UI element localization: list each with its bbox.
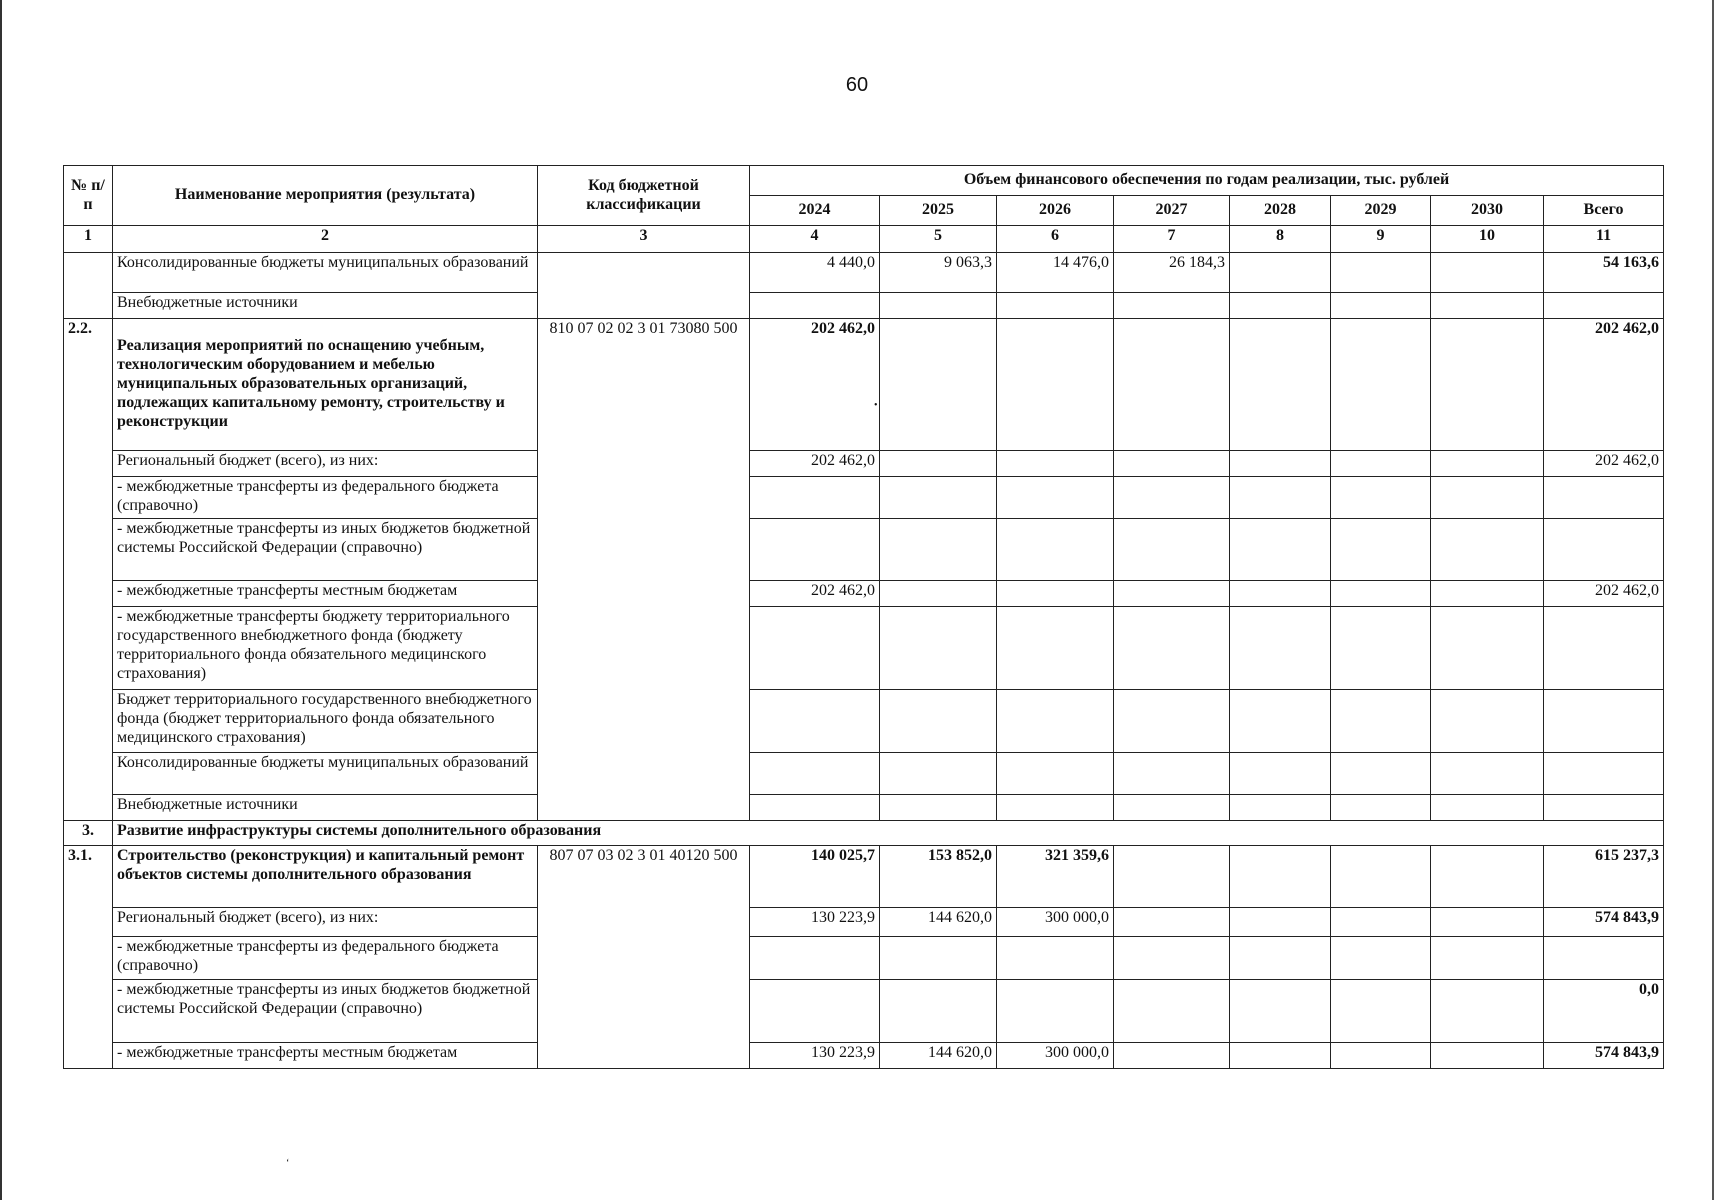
value-2025: 153 852,0 <box>880 846 997 908</box>
scan-speck: • <box>874 400 878 411</box>
table-row <box>64 1043 1664 1069</box>
col-number: 8 <box>1230 226 1331 253</box>
header-row-1 <box>64 166 1664 196</box>
column-number-row <box>64 226 1664 253</box>
value-total: 574 843,9 <box>1544 1043 1664 1069</box>
budget-code: 807 07 03 02 3 01 40120 500 <box>538 846 750 1069</box>
header-total: Всего <box>1544 196 1664 226</box>
value-2024: 130 223,9 <box>750 1043 880 1069</box>
header-year-2027: 2027 <box>1114 196 1230 226</box>
row-name: Региональный бюджет (всего), из них: <box>113 451 538 477</box>
row-name: - межбюджетные трансферты из федерального бюджета (справочно) <box>113 937 538 980</box>
table-row <box>64 937 1664 980</box>
table-row <box>64 477 1664 519</box>
value-2026: 300 000,0 <box>997 1043 1114 1069</box>
scan-speck: ‘ <box>286 1158 290 1169</box>
row-name: Внебюджетные источники <box>113 795 538 821</box>
value-2026: 321 359,6 <box>997 846 1114 908</box>
row-name: Консолидированные бюджеты муниципальных образований <box>113 253 538 293</box>
value-total: 54 163,6 <box>1544 253 1664 293</box>
value-2024: 202 462,0 <box>750 451 880 477</box>
table-row <box>64 753 1664 795</box>
table-row <box>64 846 1664 908</box>
value-2027: 26 184,3 <box>1114 253 1230 293</box>
row-name: - межбюджетные трансферты местным бюджетам <box>113 581 538 607</box>
section-num: 3. <box>64 821 113 846</box>
row-name: Региональный бюджет (всего), из них: <box>113 908 538 937</box>
value-2026: 14 476,0 <box>997 253 1114 293</box>
row-num: 3.1. <box>64 846 113 1069</box>
row-name: - межбюджетные трансферты из иных бюджетов бюджетной системы Российской Федерации (справочно) <box>113 519 538 581</box>
value-2028 <box>1230 253 1331 293</box>
header-year-2030: 2030 <box>1431 196 1544 226</box>
value-total: 202 462,0 <box>1544 451 1664 477</box>
section-title: Развитие инфраструктуры системы дополнительного образования <box>113 821 1664 846</box>
budget-table <box>63 165 1664 1069</box>
table-row <box>64 451 1664 477</box>
value-2024: 202 462,0 <box>750 581 880 607</box>
col-number: 3 <box>538 226 750 253</box>
header-year-2025: 2025 <box>880 196 997 226</box>
header-year-2029: 2029 <box>1331 196 1431 226</box>
col-number: 4 <box>750 226 880 253</box>
header-num: № п/п <box>64 166 113 226</box>
col-number: 10 <box>1431 226 1544 253</box>
table-row <box>64 581 1664 607</box>
col-number: 7 <box>1114 226 1230 253</box>
value-2025: 9 063,3 <box>880 253 997 293</box>
header-year-2028: 2028 <box>1230 196 1331 226</box>
table-row <box>64 293 1664 319</box>
value-2024: 140 025,7 <box>750 846 880 908</box>
header-volume: Объем финансового обеспечения по годам реализации, тыс. рублей <box>750 166 1664 196</box>
row-num-empty <box>64 253 113 319</box>
table-row <box>64 795 1664 821</box>
value-total: 574 843,9 <box>1544 908 1664 937</box>
value-2024: 130 223,9 <box>750 908 880 937</box>
value-2025: 144 620,0 <box>880 1043 997 1069</box>
row-name: Внебюджетные источники <box>113 293 538 319</box>
table-row <box>64 253 1664 293</box>
value-2026: 300 000,0 <box>997 908 1114 937</box>
row-name: Бюджет территориального государственного внебюджетного фонда (бюджет территориального фонда обязательного медицинского страхования) <box>113 690 538 753</box>
table-row <box>64 319 1664 451</box>
value-2030 <box>1431 253 1544 293</box>
row-name: - межбюджетные трансферты местным бюджетам <box>113 1043 538 1069</box>
table-row <box>64 519 1664 581</box>
col-number: 9 <box>1331 226 1431 253</box>
row-num: 2.2. <box>64 319 113 821</box>
value-2024: 202 462,0 <box>750 319 880 451</box>
page-edge-left <box>0 0 2 1200</box>
value-2025: 144 620,0 <box>880 908 997 937</box>
value-total: 0,0 <box>1544 980 1664 1043</box>
header-code: Код бюджетной классификации <box>538 166 750 226</box>
row-name: Консолидированные бюджеты муниципальных образований <box>113 753 538 795</box>
row-title: Реализация мероприятий по оснащению учебным, технологическим оборудованием и мебелью муниципальных образовательных организаций, подлежащих капитальному ремонту, строительству и реконструкции <box>113 319 538 451</box>
col-number: 5 <box>880 226 997 253</box>
table-row <box>64 690 1664 753</box>
col-number: 1 <box>64 226 113 253</box>
row-name: - межбюджетные трансферты из иных бюджетов бюджетной системы Российской Федерации (справочно) <box>113 980 538 1043</box>
table-row <box>64 980 1664 1043</box>
row-code-empty <box>538 253 750 319</box>
value-2024: 4 440,0 <box>750 253 880 293</box>
col-number: 6 <box>997 226 1114 253</box>
page-number: 60 <box>845 74 869 96</box>
value-total: 615 237,3 <box>1544 846 1664 908</box>
header-year-2024: 2024 <box>750 196 880 226</box>
table-row <box>64 908 1664 937</box>
col-number: 2 <box>113 226 538 253</box>
value-total: 202 462,0 <box>1544 319 1664 451</box>
value-2029 <box>1331 253 1431 293</box>
budget-code: 810 07 02 02 3 01 73080 500 <box>538 319 750 821</box>
row-name: - межбюджетные трансферты бюджету территориального государственного внебюджетного фонда (бюджету территориального фонда обязательного медицинского страхования) <box>113 607 538 690</box>
col-number: 11 <box>1544 226 1664 253</box>
header-year-2026: 2026 <box>997 196 1114 226</box>
header-name: Наименование мероприятия (результата) <box>113 166 538 226</box>
value-total: 202 462,0 <box>1544 581 1664 607</box>
section-row <box>64 821 1664 846</box>
row-title: Строительство (реконструкция) и капитальный ремонт объектов системы дополнительного образования <box>113 846 538 908</box>
row-name: - межбюджетные трансферты из федерального бюджета (справочно) <box>113 477 538 519</box>
table-row <box>64 607 1664 690</box>
